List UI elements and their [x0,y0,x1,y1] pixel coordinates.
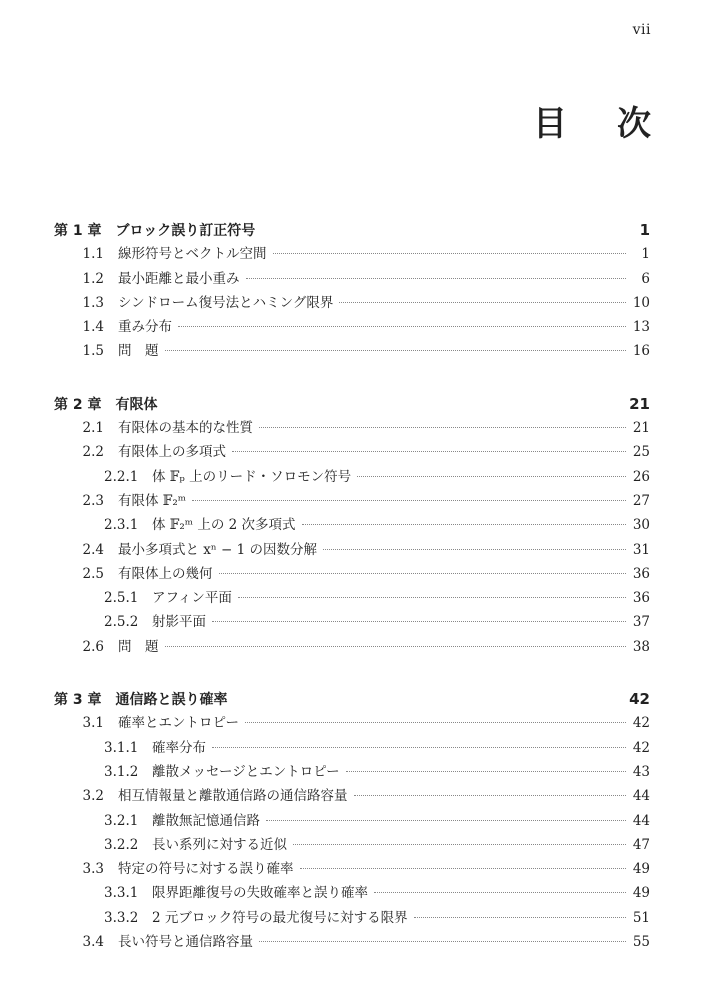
toc-entry-number: 第 1 章 [54,223,102,239]
page-title-char-1: 目 [533,104,567,144]
toc-entry-title: 問 題 [118,638,159,655]
toc-entry-page: 30 [632,517,650,534]
toc-entry-page: 44 [632,788,650,805]
toc-entry-title: 射影平面 [152,614,206,631]
toc-entry-page: 47 [632,836,650,853]
toc-entry-page: 16 [632,343,650,360]
toc-entry-page: 26 [632,468,650,485]
toc-dot-leader [259,941,626,942]
toc-entry-number: 第 2 章 [54,396,102,413]
toc-entry-page: 21 [632,420,650,437]
toc-chapter-row[interactable] [54,218,650,242]
toc-entry-title: 有限体 𝔽₂ᵐ [118,492,187,509]
toc-dot-leader [259,427,626,428]
toc-section-row[interactable] [54,711,650,735]
toc-entry-title: 最小多項式と xⁿ − 1 の因数分解 [118,541,318,558]
toc-entry-page: 6 [641,270,650,287]
toc-entry-title: 有限体上の幾何 [118,565,213,582]
toc-dot-leader [238,597,626,598]
toc-section-row[interactable] [54,291,650,315]
toc-dot-leader [339,302,626,303]
toc-dot-leader [165,646,627,647]
toc-entry-page: 21 [629,394,650,413]
toc-entry-title: アフィン平面 [152,590,232,607]
toc-dot-leader [300,868,627,869]
toc-entry-title: 2 元ブロック符号の最尤復号に対する限界 [152,909,408,926]
toc-entry-page: 44 [632,812,650,829]
toc-entry-title: 通信路と誤り確率 [115,692,228,709]
toc-dot-leader [323,549,626,550]
toc-entry-title: 確率分布 [152,739,206,756]
toc-chapter-row[interactable] [54,392,650,416]
toc-entry-number: 3.1.2 [104,763,139,780]
toc-entry-page: 49 [632,885,650,902]
toc-entry-page: 38 [632,638,650,655]
page-number: vii [632,22,651,38]
toc-subsection-row[interactable] [54,610,650,634]
toc-entry-number: 2.5 [82,565,104,582]
toc-entry-title: 離散無記憶通信路 [152,812,260,829]
toc-entry-page: 1 [639,221,650,239]
toc-entry-title: シンドローム復号法とハミング限界 [118,294,334,311]
toc-entry-number: 1.2 [82,270,104,287]
toc-dot-leader [212,747,626,748]
toc-dot-leader [219,573,627,574]
toc-entry-page: 43 [632,763,650,780]
toc-entry-number: 2.1 [82,420,104,437]
toc-section-row[interactable] [54,538,650,562]
toc-subsection-row[interactable] [54,760,650,784]
toc-entry-page: 36 [632,590,650,607]
toc-entry-page: 42 [632,739,650,756]
toc-section-row[interactable] [54,315,650,339]
toc-entry-number: 2.5.1 [104,590,139,607]
toc-entry-title: 問 題 [118,343,159,360]
toc-dot-leader [165,350,627,351]
toc-dot-leader [293,844,626,845]
toc-entry-number: 3.2 [82,788,104,805]
toc-dot-leader [192,500,626,501]
toc-entry-number: 3.4 [82,934,104,951]
toc-section-row[interactable] [54,489,650,513]
toc-entry-number: 1.1 [82,246,104,263]
toc-entry-title: 確率とエントロピー [118,715,239,732]
toc-section-row[interactable] [54,416,650,440]
toc-dot-leader [346,771,626,772]
toc-entry-title: 離散メッセージとエントロピー [152,763,340,780]
page-title-char-2: 次 [617,104,651,144]
page-title [533,96,651,145]
toc-entry-number: 2.6 [82,638,104,655]
toc-entry-number: 3.1 [82,715,104,732]
table-of-contents [54,218,650,954]
toc-entry-title: 限界距離復号の失敗確率と誤り確率 [152,885,368,902]
toc-section-row[interactable] [54,242,650,266]
toc-dot-leader [266,820,626,821]
toc-entry-number: 第 3 章 [54,692,102,709]
toc-section-row[interactable] [54,784,650,808]
toc-entry-page: 13 [632,319,650,336]
toc-dot-leader [246,278,627,279]
toc-entry-number: 2.5.2 [104,614,139,631]
toc-entry-title: 重み分布 [118,319,172,336]
toc-entry-page: 42 [629,690,650,709]
toc-subsection-row[interactable] [54,465,650,489]
toc-subsection-row[interactable] [54,833,650,857]
toc-entry-title: 有限体上の多項式 [118,444,226,461]
toc-section-row[interactable] [54,339,650,363]
toc-entry-page: 25 [632,444,650,461]
toc-dot-leader [374,892,626,893]
toc-subsection-row[interactable] [54,736,650,760]
toc-entry-page: 51 [632,909,650,926]
toc-entry-page: 36 [632,565,650,582]
toc-entry-page: 42 [632,715,650,732]
toc-section-row[interactable] [54,267,650,291]
toc-entry-page: 27 [632,492,650,509]
toc-entry-number: 2.3.1 [104,517,139,534]
toc-entry-title: 長い系列に対する近似 [152,836,287,853]
toc-entry-number: 3.3.2 [104,909,139,926]
toc-entry-number: 3.1.1 [104,739,139,756]
toc-dot-leader [245,722,626,723]
toc-entry-number: 3.2.1 [104,812,139,829]
toc-entry-title: 有限体の基本的な性質 [118,420,253,437]
toc-entry-number: 3.3.1 [104,885,139,902]
toc-dot-leader [178,326,626,327]
toc-dot-leader [273,253,627,254]
toc-dot-leader [232,451,626,452]
toc-section-row[interactable] [54,857,650,881]
toc-subsection-row[interactable] [54,881,650,905]
toc-entry-number: 3.3 [82,861,104,878]
toc-subsection-row[interactable] [54,586,650,610]
toc-entry-title: 特定の符号に対する誤り確率 [118,861,294,878]
toc-dot-leader [302,524,626,525]
toc-entry-number: 1.5 [82,343,104,360]
toc-entry-title: 最小距離と最小重み [118,270,240,287]
toc-entry-number: 2.3 [82,492,104,509]
toc-entry-title: ブロック誤り訂正符号 [115,223,256,239]
toc-entry-page: 10 [632,294,650,311]
toc-entry-page: 49 [632,861,650,878]
toc-subsection-row[interactable] [54,906,650,930]
toc-entry-number: 2.2.1 [104,468,139,485]
toc-entry-title: 相互情報量と離散通信路の通信路容量 [118,788,348,805]
toc-entry-title: 体 𝔽ₚ 上のリード・ソロモン符号 [152,468,352,485]
toc-subsection-row[interactable] [54,513,650,537]
toc-section-row[interactable] [54,930,650,954]
toc-dot-leader [212,621,626,622]
toc-entry-page: 31 [632,541,650,558]
toc-entry-number: 3.2.2 [104,836,139,853]
toc-entry-title: 体 𝔽₂ᵐ 上の 2 次多項式 [152,517,296,534]
toc-dot-leader [357,476,626,477]
toc-entry-title: 長い符号と通信路容量 [118,934,253,951]
toc-entry-title: 線形符号とベクトル空間 [118,246,267,263]
toc-chapter-row[interactable] [54,687,650,711]
toc-entry-number: 2.2 [82,444,104,461]
toc-dot-leader [414,917,626,918]
toc-entry-number: 1.3 [82,294,104,311]
toc-entry-page: 1 [641,246,650,263]
toc-entry-number: 2.4 [82,541,104,558]
toc-section-row[interactable] [54,635,650,659]
toc-entry-page: 37 [632,614,650,631]
toc-entry-number: 1.4 [82,319,104,336]
toc-section-row[interactable] [54,562,650,586]
toc-subsection-row[interactable] [54,809,650,833]
toc-dot-leader [354,795,627,796]
toc-section-row[interactable] [54,440,650,464]
toc-entry-page: 55 [632,934,650,951]
toc-entry-title: 有限体 [115,396,158,413]
